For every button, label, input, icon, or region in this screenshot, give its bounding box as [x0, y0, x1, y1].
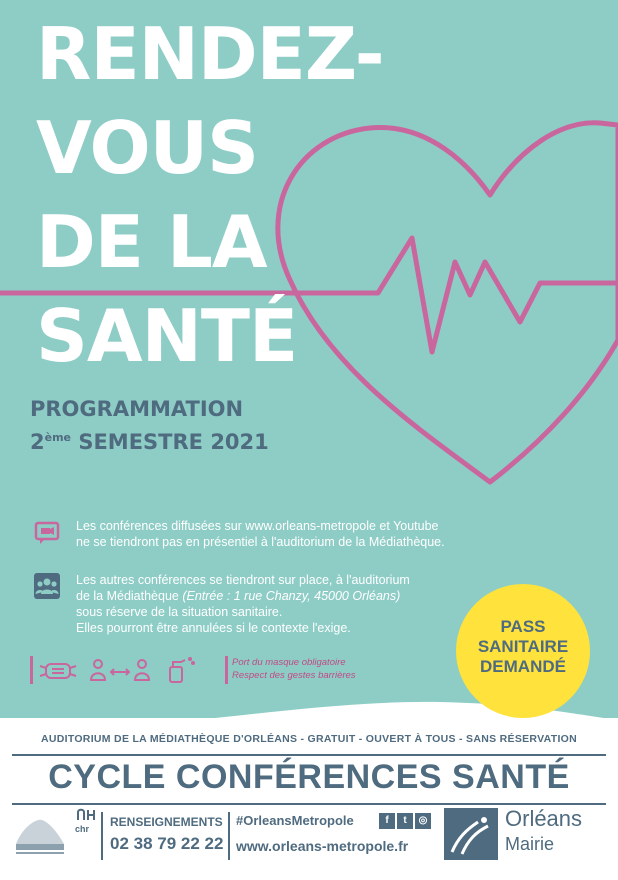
mask-rule: Port du masque obligatoire — [232, 657, 346, 668]
barrier-rule: Respect des gestes barrières — [232, 670, 356, 681]
website-link[interactable]: www.orleans-metropole.fr — [236, 838, 409, 854]
ordinal-suffix: ème — [44, 431, 72, 444]
video-chat-icon — [34, 520, 60, 546]
onsite-info-line-4: Elles pourront être annulées si le contexte l'exige. — [76, 621, 351, 635]
orleans-logo-mark — [444, 808, 498, 860]
chr-logo-icon — [76, 808, 96, 822]
programmation-label: PROGRAMMATION — [30, 397, 244, 421]
audience-icon — [34, 573, 60, 599]
title-line-1: RENDEZ- — [36, 12, 384, 96]
orleans-sub: Mairie — [505, 834, 555, 854]
onsite-info — [76, 572, 410, 636]
heart-outline — [278, 123, 618, 482]
footer-separator-1 — [101, 812, 103, 860]
chr-label: chr — [75, 824, 90, 834]
instagram-icon[interactable]: ◎ — [415, 813, 431, 829]
footer-rule-top — [12, 754, 606, 756]
title-line-4: SANTÉ — [36, 294, 298, 378]
cycle-title: CYCLE CONFÉRENCES SANTÉ — [48, 758, 570, 796]
onsite-info-line-3: sous réserve de la situation sanitaire. — [76, 605, 283, 619]
onsite-info-line-2-prefix: de la Médiathèque — [76, 589, 183, 603]
badge-line-1: PASS — [500, 617, 546, 636]
auditorium-line: AUDITORIUM DE LA MÉDIATHÈQUE D'ORLÉANS - GRATUIT - OUVERT À TOUS - SANS RÉSERVATION — [40, 733, 578, 745]
facebook-icon[interactable]: f — [379, 813, 395, 829]
title-line-2: VOUS — [36, 106, 258, 190]
pass-sanitaire-badge — [456, 584, 590, 718]
semester-label — [30, 430, 269, 454]
online-info-line-1: Les conférences diffusées sur www.orleans-metropole et Youtube — [76, 519, 439, 533]
badge-line-3: DEMANDÉ — [480, 657, 566, 676]
partner-logo — [12, 810, 68, 860]
onsite-address: (Entrée : 1 rue Chanzy, 45000 Orléans) — [182, 589, 401, 603]
renseignements-label: RENSEIGNEMENTS — [110, 815, 223, 829]
twitter-icon[interactable]: t — [397, 813, 413, 829]
footer-separator-2 — [228, 812, 230, 860]
title-line-3: DE LA — [36, 200, 267, 284]
footer-rule-bottom — [12, 803, 606, 805]
badge-line-2: SANITAIRE — [477, 637, 569, 656]
online-info — [76, 518, 445, 550]
onsite-info-line-1: Les autres conférences se tiendront sur place, à l'auditorium — [76, 573, 410, 587]
online-info-line-2: ne se tiendront pas en présentiel à l'auditorium de la Médiathèque. — [76, 535, 445, 549]
orleans-name: Orléans — [505, 806, 583, 831]
hashtag: #OrleansMetropole — [236, 813, 354, 828]
phone-number[interactable]: 02 38 79 22 22 — [110, 834, 224, 853]
semester-text: SEMESTRE 2021 — [71, 430, 269, 454]
ordinal-number: 2 — [30, 430, 45, 454]
onsite-info-line-2 — [76, 588, 410, 604]
